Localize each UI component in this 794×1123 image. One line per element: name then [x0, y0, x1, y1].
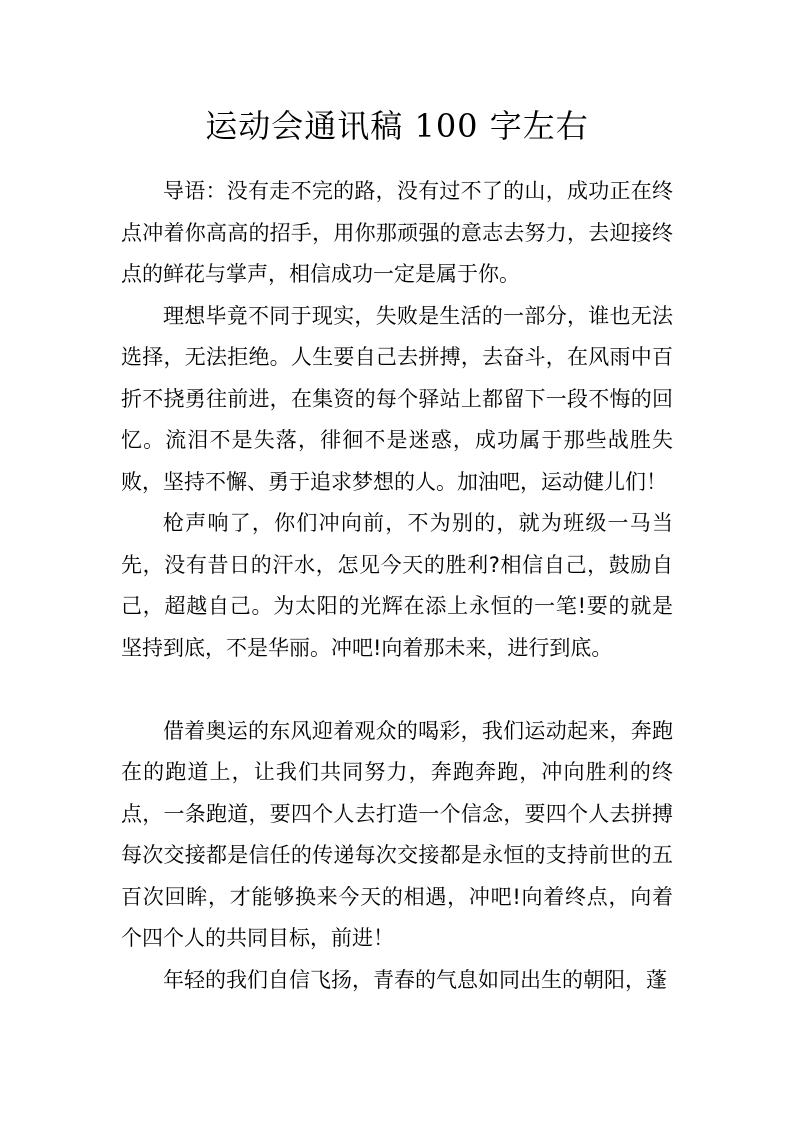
paragraph-2: 理想毕竟不同于现实，失败是生活的一部分，谁也无法选择，无法拒绝。人生要自己去拼搏，去奋斗，在风雨中百折不挠勇往前进，在集资的每个驿站上都留下一段不悔的回忆。流泪不是失落，徘徊不是迷惑，成功属于那些战胜失败，坚持不懈、勇于追求梦想的人。加油吧，运动健儿们！ [121, 303, 673, 494]
document-title: 运动会通讯稿 100 字左右 [205, 107, 589, 145]
document-body [121, 171, 673, 1001]
paragraph-5: 年轻的我们自信飞扬，青春的气息如同出生的朝阳，蓬 [163, 967, 667, 992]
paragraph-1: 导语：没有走不完的路，没有过不了的山，成功正在终点冲着你高高的招手，用你那顽强的意志去努力，去迎接终点的鲜花与掌声，相信成功一定是属于你。 [121, 179, 673, 286]
paragraph-3: 枪声响了，你们冲向前，不为别的，就为班级一马当先，没有昔日的汗水，怎见今天的胜利?相信自己，鼓励自己，超越自己。为太阳的光辉在添上永恒的一笔!要的就是坚持到底，不是华丽。冲吧!向着那未来，进行到底。 [121, 511, 673, 660]
paragraph-spacer [121, 669, 673, 711]
paragraph-4: 借着奥运的东风迎着观众的喝彩，我们运动起来，奔跑在的跑道上，让我们共同努力，奔跑奔跑，冲向胜利的终点，一条跑道，要四个人去打造一个信念，要四个人去拼搏每次交接都是信任的传递每次交接都是永恒的支持前世的五百次回眸，才能够换来今天的相遇，冲吧!向着终点，向着个四个人的共同目标，前进！ [121, 718, 673, 950]
